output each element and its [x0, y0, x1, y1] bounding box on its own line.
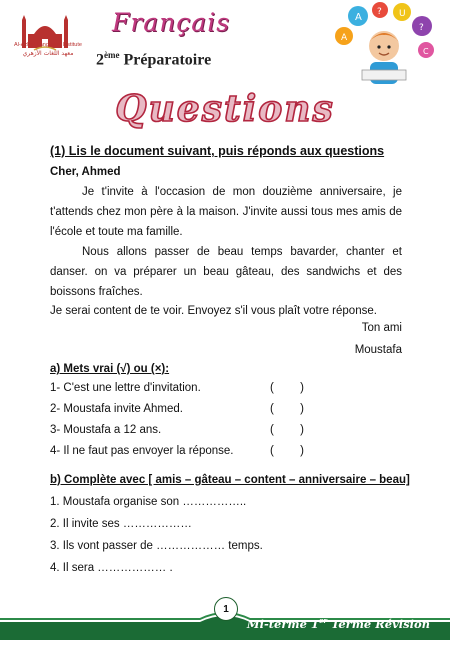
question-1-title: (1) Lis le document suivant, puis réponds aux questions [50, 144, 385, 158]
part-a-title: a) Mets vrai (√) ou (×): [50, 363, 170, 375]
part-a-item: 3- Moustafa a 12 ans. [50, 424, 162, 436]
part-b-item: 3. Ils vont passer de ……………… temps. [50, 540, 263, 552]
svg-text:C: C [423, 47, 429, 56]
answer-blank[interactable]: ( ) [270, 424, 304, 436]
letter-paragraph-2: Nous allons passer de beau temps bavarder, chanter et danser. on va préparer un beau gâteau, des sandwichs et des boissons fraîches. [50, 246, 402, 298]
footer-label: Mi-terme 1er Terme Révision [246, 616, 430, 631]
letter-closing: Ton ami [361, 322, 402, 334]
part-a-item: 4- Il ne faut pas envoyer la réponse. [50, 445, 234, 457]
letter-signature: Moustafa [354, 344, 402, 356]
answer-blank[interactable]: ( ) [270, 403, 304, 415]
part-b-item: 4. Il sera ……………… . [50, 562, 173, 574]
part-b-title: b) Complète avec [ amis – gâteau – content – anniversaire – beau] [50, 474, 410, 486]
institute-name-ar: معهد اللغات الأزهري [22, 50, 74, 57]
institute-logo [14, 12, 76, 70]
svg-text:?: ? [377, 7, 382, 17]
part-a-item: 2- Moustafa invite Ahmed. [50, 403, 183, 415]
answer-blank[interactable]: ( ) [270, 445, 304, 457]
svg-text:A: A [355, 12, 362, 23]
letter-greeting: Cher, Ahmed [50, 166, 121, 178]
part-b-item: 1. Moustafa organise son …………….. [50, 496, 247, 508]
svg-text:U: U [399, 9, 406, 19]
student-illustration [330, 2, 440, 88]
grade-label: 2ème Préparatoire [96, 50, 212, 69]
part-a-item: 1- C'est une lettre d'invitation. [50, 382, 201, 394]
answer-blank[interactable]: ( ) [270, 382, 304, 394]
subject-title: Français [112, 8, 231, 37]
student-reading-icon [330, 2, 440, 88]
institute-name-en: Al-Azhar Language Institute [14, 42, 82, 48]
section-title: Questions [115, 88, 335, 130]
letter-paragraph-1: Je t'invite à l'occasion de mon douzième anniversaire, je t'attends chez mon père à la maison. J'invite aussi tous mes amis de l'école et toute ma famille. [50, 186, 402, 238]
svg-text:?: ? [419, 23, 424, 33]
page-number: 1 [214, 597, 238, 621]
svg-text:A: A [341, 33, 348, 43]
letter-paragraph-3: Je serai content de te voir. Envoyez s'il vous plaît votre réponse. [50, 305, 377, 317]
part-b-item: 2. Il invite ses ……………… [50, 518, 192, 530]
